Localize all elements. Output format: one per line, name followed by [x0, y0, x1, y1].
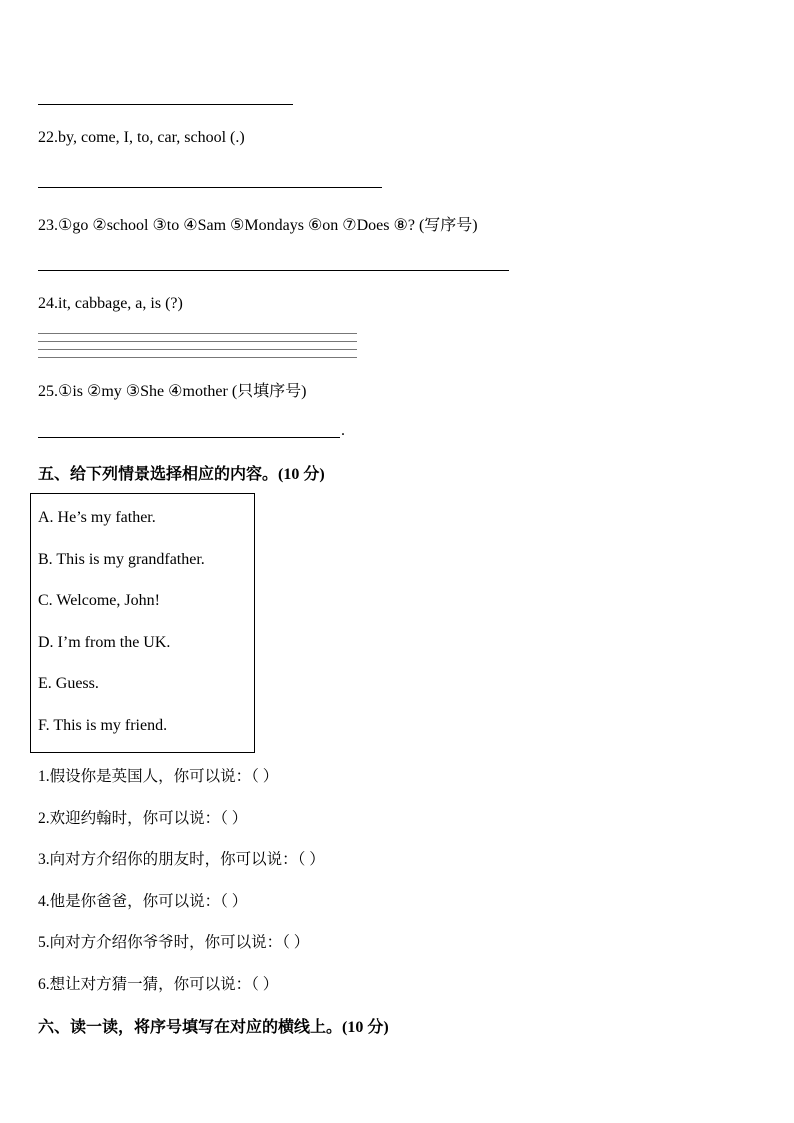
scenario-1[interactable]: 1.假设你是英国人，你可以说：（ ）	[38, 768, 279, 785]
writing-line-24-2[interactable]	[38, 341, 357, 342]
option-b: B. This is my grandfather.	[38, 551, 205, 568]
question-22: 22.by, come, I, to, car, school (.)	[38, 129, 245, 146]
question-23: 23.①go ②school ③to ④Sam ⑤Mondays ⑥on ⑦Does ⑧? (写序号)	[38, 217, 478, 234]
writing-line-24-3[interactable]	[38, 349, 357, 350]
option-c: C. Welcome, John!	[38, 592, 160, 609]
question-24: 24.it, cabbage, a, is (?)	[38, 295, 183, 312]
answer-line-25[interactable]	[38, 437, 340, 438]
options-box	[30, 493, 255, 753]
option-d: D. I’m from the UK.	[38, 634, 171, 651]
answer-line-25-period: .	[341, 422, 345, 439]
scenario-4[interactable]: 4.他是你爸爸，你可以说：（ ）	[38, 893, 248, 910]
scenario-3[interactable]: 3.向对方介绍你的朋友时，你可以说：（ ）	[38, 851, 325, 868]
answer-line-23[interactable]	[38, 270, 509, 271]
scenario-6[interactable]: 6.想让对方猜一猜，你可以说：（ ）	[38, 976, 279, 993]
writing-line-24-1[interactable]	[38, 333, 357, 334]
option-a: A. He’s my father.	[38, 509, 156, 526]
question-25: 25.①is ②my ③She ④mother (只填序号)	[38, 383, 307, 400]
option-e: E. Guess.	[38, 675, 99, 692]
option-f: F. This is my friend.	[38, 717, 168, 734]
writing-line-24-4[interactable]	[38, 357, 357, 358]
scenario-2[interactable]: 2.欢迎约翰时，你可以说：（ ）	[38, 810, 248, 827]
answer-line-21[interactable]	[38, 104, 293, 105]
section-5-title: 五、给下列情景选择相应的内容。(10 分)	[38, 466, 325, 483]
answer-line-22[interactable]	[38, 187, 382, 188]
scenario-5[interactable]: 5.向对方介绍你爷爷时，你可以说：（ ）	[38, 934, 310, 951]
section-6-title: 六、读一读，将序号填写在对应的横线上。(10 分)	[38, 1019, 389, 1036]
